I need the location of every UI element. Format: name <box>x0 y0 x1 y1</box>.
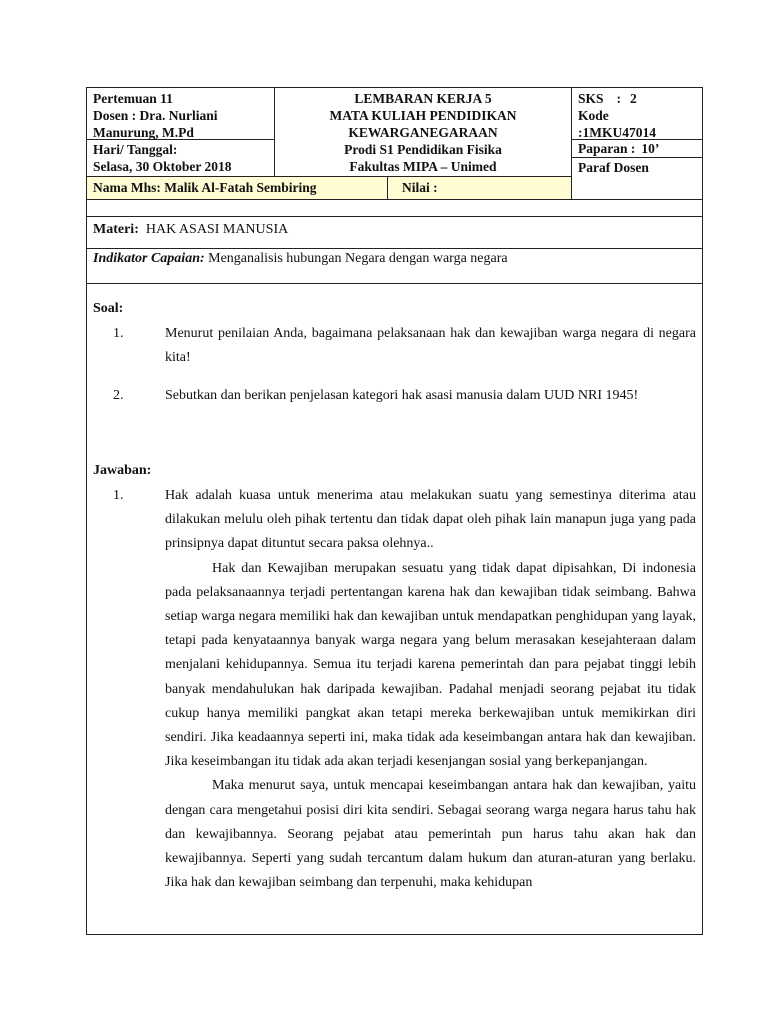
title-line3: KEWARGANEGARAAN <box>348 125 498 140</box>
title-line1: LEMBARAN KERJA 5 <box>354 91 492 106</box>
sks-label: SKS <box>578 91 604 106</box>
materi-value: HAK ASASI MANUSIA <box>145 222 289 237</box>
paraf-dosen: Paraf Dosen <box>578 160 649 175</box>
indikator-row <box>93 250 693 267</box>
divider <box>87 199 703 200</box>
dosen-line2: Manurung, M.Pd <box>93 125 194 140</box>
answer-paragraph: Maka menurut saya, untuk mencapai keseimbangan antara hak dan kewajiban, yaitu dengan cara mengetahui posisi diri kita sendiri. Sebagai seorang warga negara harus tahu hak dan kewajibannya. Seorang pejabat atau pemerintah pun harus tahu akan hak dan kewajibannya. Seperti yang sudah tercantum dalam hukum dan aturan-aturan yang berlaku. Jika hak dan kewajiban seimbang dan terpenuhi, maka kehidupan <box>165 778 696 891</box>
soal-item-text: Menurut penilaian Anda, bagaimana pelaksanaan hak dan kewajiban warga negara di negara kita! <box>165 326 696 366</box>
soal-heading: Soal: <box>93 301 124 316</box>
hari-label: Hari/ Tanggal: <box>93 142 178 157</box>
sks-sep: : <box>616 91 622 106</box>
title-line2: MATA KULIAH PENDIDIKAN <box>329 108 517 123</box>
student-name: Nama Mhs: Malik Al-Fatah Sembiring <box>87 177 387 199</box>
jawaban-heading: Jawaban: <box>93 463 152 478</box>
dosen-line1: Dosen : Dra. Nurliani <box>93 108 218 123</box>
kode-value: :1MKU47014 <box>578 125 656 140</box>
title-line5: Fakultas MIPA – Unimed <box>349 159 497 174</box>
paparan-label: Paparan : <box>578 141 636 156</box>
course-info <box>578 90 702 141</box>
paparan-row <box>578 140 702 157</box>
date-info <box>93 141 273 175</box>
soal-item-num: 2. <box>113 388 124 403</box>
answer-paragraph: Hak dan Kewajiban merupakan sesuatu yang tidak dapat dipisahkan, Di indonesia pada pelaksanaannya terjadi pertentangan karena hak dan kewajiban tidak seimbang. Bahwa setiap warga negara memiliki hak dan kewajiban untuk mendapatkan penghidupan yang layak, tetapi pada kenyataannya banyak warga negara yang belum merasakan kesejahteraan dalam menjalani kehidupannya. Semua itu terjadi karena pemerintah dan para pejabat tinggi lebih banyak mendahulukan hak daripada kewajiban. Padahal menjadi seorang pejabat itu tidak cukup hanya memiliki pangkat akan tetapi mereka berkewajiban untuk memikirkan diri sendiri. Jika keadaannya seperti ini, maka tidak ada keseimbangan antara hak dan kewajiban. Jika keseimbangan itu tidak ada akan terjadi kesenjangan sosial yang berkepanjangan. <box>165 560 696 770</box>
jawaban-item-num: 1. <box>113 488 124 503</box>
paparan-value: 10’ <box>641 141 660 156</box>
divider <box>87 248 703 249</box>
worksheet-frame <box>86 87 703 935</box>
jawaban-answer <box>165 484 696 895</box>
meeting-info <box>93 90 273 141</box>
soal-item-text: Sebutkan dan berikan penjelasan kategori hak asasi manusia dalam UUD NRI 1945! <box>165 388 639 403</box>
indikator-label: Indikator Capaian: <box>93 251 205 266</box>
divider <box>571 157 703 158</box>
title-line4: Prodi S1 Pendidikan Fisika <box>344 142 502 157</box>
soal-item-num: 1. <box>113 326 124 341</box>
pertemuan: Pertemuan 11 <box>93 91 173 106</box>
materi-label: Materi: <box>93 222 139 237</box>
indikator-value: Menganalisis hubungan Negara dengan warga negara <box>208 251 508 266</box>
worksheet-title <box>275 90 571 175</box>
divider <box>87 283 703 284</box>
sks-row <box>578 90 702 107</box>
sks-value: 2 <box>630 91 637 106</box>
hari-value: Selasa, 30 Oktober 2018 <box>93 159 232 174</box>
divider <box>87 216 703 217</box>
divider <box>571 88 572 199</box>
answer-paragraph: Hak adalah kuasa untuk menerima atau melakukan suatu yang semestinya diterima atau dilakukan melulu oleh pihak tertentu dan tidak dapat oleh pihak lain manapun juga yang pada prinsipnya dapat dituntut secara paksa olehnya.. <box>165 488 696 552</box>
kode-label: Kode <box>578 108 609 123</box>
grade-field: Nilai : <box>388 177 571 199</box>
materi-row <box>93 221 693 238</box>
